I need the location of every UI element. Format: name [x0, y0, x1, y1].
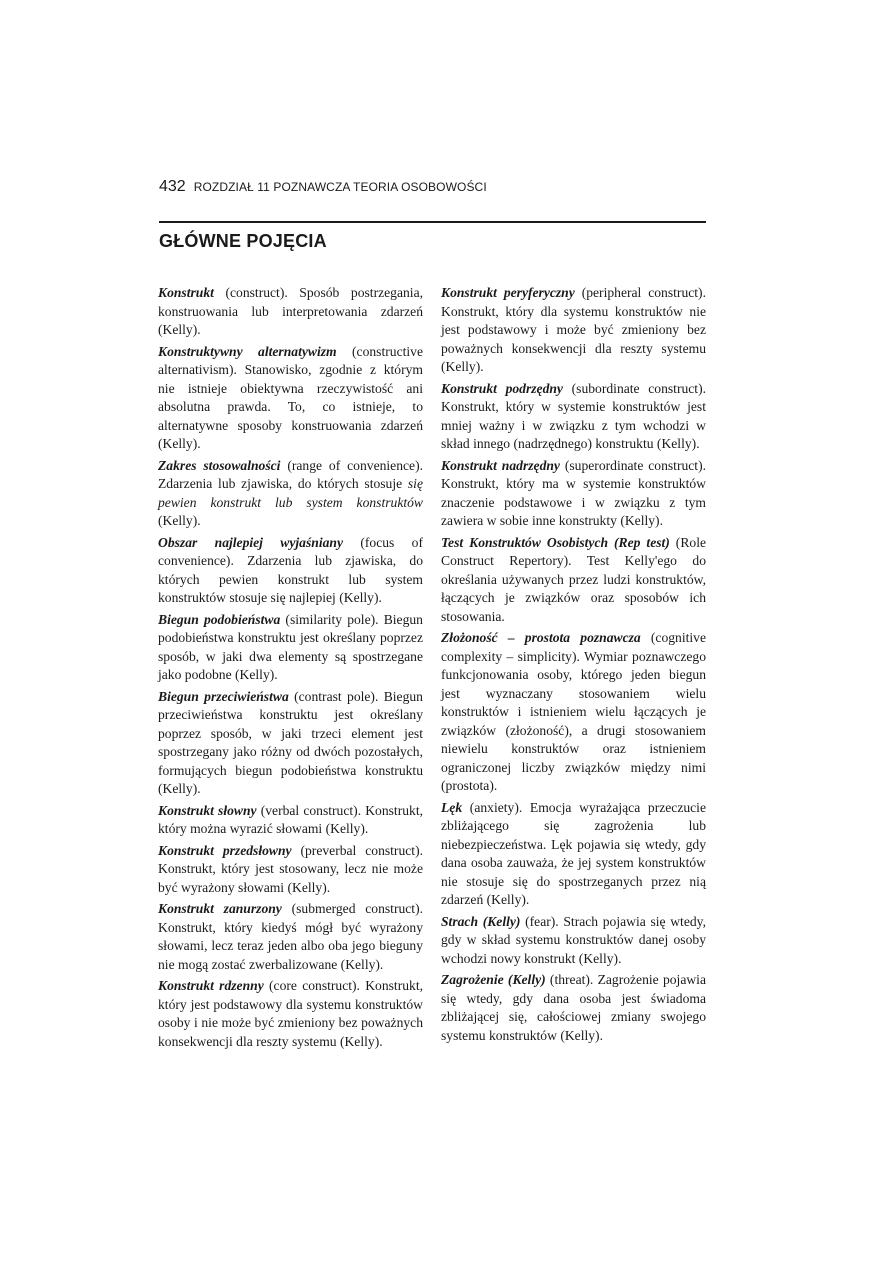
glossary-entry — [158, 284, 423, 340]
glossary-definition: (threat). Zagrożenie pojawia się wtedy, gdy dana osoba jest świadoma zbliżającej się, całościowej zmiany swojego systemu konstruktów (Kelly). — [441, 972, 706, 1043]
glossary-term: Zakres stosowalności — [158, 457, 281, 473]
glossary-term: Konstrukt przedsłowny — [158, 842, 292, 858]
section-title: GŁÓWNE POJĘCIA — [159, 231, 327, 251]
glossary-entry — [441, 284, 706, 377]
glossary-term: Konstrukt zanurzony — [158, 901, 282, 916]
glossary-definition: (core construct). Konstrukt, który jest podstawowy dla systemu konstruktów osoby i nie może być zmieniony bez poważnych konsekwencji dla reszty systemu (Kelly). — [158, 978, 423, 1049]
glossary-term: Biegun podobieństwa — [158, 611, 281, 627]
glossary-term: Konstrukt — [158, 285, 214, 300]
glossary-entry — [158, 802, 423, 839]
glossary-entry — [441, 971, 706, 1045]
glossary-entry — [441, 380, 706, 454]
glossary-entry — [158, 688, 423, 799]
glossary-definition-end: (Kelly). — [158, 513, 201, 528]
glossary-entry — [158, 457, 423, 531]
glossary-definition: (Role Construct Repertory). Test Kelly'ego do określania używanych przez ludzi konstruktów, łączących je związków oraz sposobów ich stosowania. — [441, 534, 706, 624]
glossary-definition: (submerged construct). Konstrukt, który kiedyś mógł być wyrażony słowami, lecz teraz jeden albo oba jego bieguny nie mogą zostać zwerbalizowane (Kelly). — [158, 901, 423, 972]
glossary-definition: (focus of convenience). Zdarzenia lub zjawiska, do których pewien konstrukt lub system konstruktów stosuje się najlepiej (Kelly). — [158, 534, 423, 605]
glossary-definition: (range of convenience). Zdarzenia lub zjawiska, do których stosuje — [158, 457, 423, 491]
glossary-term: Konstrukt peryferyczny — [441, 285, 575, 300]
glossary-term: Lęk — [441, 799, 463, 815]
glossary-term: Strach (Kelly) — [441, 913, 521, 929]
glossary-term: Konstrukt nadrzędny — [441, 457, 560, 473]
glossary-entry — [441, 457, 706, 531]
glossary-definition: (cognitive complexity – simplicity). Wymiar poznawczego funkcjonowania osoby, którego jeden biegun jest wyznaczany stosowaniem wielu konstruktów i istnieniem wielu łączących je związków (złożoność), a drugi stosowaniem niewielu konstruktów oraz istnieniem ograniczonej liczby związków między nimi (prostota). — [441, 630, 707, 793]
glossary-term: Test Konstruktów Osobistych (Rep test) — [441, 534, 670, 550]
glossary-entry — [158, 842, 423, 898]
glossary-term: Konstrukt słowny — [158, 802, 257, 818]
glossary-entry — [158, 977, 423, 1051]
glossary-definition: (similarity pole). Biegun podobieństwa konstruktu jest określany poprzez sposób, w jaki dwa elementy są spostrzegane jako podobne (Kelly). — [158, 611, 423, 682]
glossary-term: Konstruktywny alternatywizm — [158, 343, 337, 359]
glossary-term: Złożoność – prostota poznawcza — [441, 630, 641, 645]
glossary-term: Biegun przeciwieństwa — [158, 688, 289, 704]
glossary-term: Konstrukt podrzędny — [441, 380, 563, 396]
glossary-definition: (superordinate construct). Konstrukt, który ma w systemie konstruktów znaczenie podstawowe i w związku z tym zawiera w sobie inne konstrukty (Kelly). — [441, 457, 706, 528]
glossary-term: Zagrożenie (Kelly) — [441, 972, 546, 987]
glossary-term: Konstrukt rdzenny — [158, 978, 264, 993]
glossary-entry — [158, 611, 423, 685]
glossary-entry — [158, 534, 423, 608]
glossary-term: Obszar najlepiej wyjaśniany — [158, 534, 343, 550]
glossary-definition: (fear). Strach pojawia się wtedy, gdy w skład systemu konstruktów danej osoby wchodzi nowy konstrukt (Kelly). — [441, 913, 706, 966]
glossary-definition: (constructive alternativism). Stanowisko, zgodnie z którym nie istnieje obiektywna rzeczywistość ani absolutna prawda. To, co istnieje, to alternatywne sposoby konstruowania zdarzeń (Kelly). — [158, 343, 423, 451]
header-divider — [159, 221, 706, 223]
glossary-entry — [158, 343, 423, 454]
glossary-definition: (peripheral construct). Konstrukt, który dla systemu konstruktów nie jest podstawowy i może być zmieniony bez poważnych konsekwencji dla reszty systemu (Kelly). — [441, 285, 706, 374]
glossary-entry — [441, 799, 706, 910]
glossary-entry — [158, 900, 423, 974]
glossary-definition-emphasis: się pewien konstrukt lub system konstruktów — [158, 476, 423, 510]
glossary-definition: (subordinate construct). Konstrukt, który w systemie konstruktów jest mniej ważny i w związku z tym wchodzi w skład innego (nadrzędnego) konstruktu (Kelly). — [441, 380, 707, 451]
glossary-definition: (preverbal construct). Konstrukt, który jest stosowany, lecz nie może być wyrażony słowami (Kelly). — [158, 842, 423, 895]
glossary-right-column — [441, 284, 706, 1048]
glossary-left-column — [158, 284, 423, 1054]
glossary-entry — [441, 629, 706, 796]
running-head: ROZDZIAŁ 11 POZNAWCZA TEORIA OSOBOWOŚCI — [193, 180, 487, 194]
glossary-entry — [441, 534, 706, 627]
glossary-entry — [441, 913, 706, 969]
glossary-definition: (construct). Sposób postrzegania, konstruowania lub interpretowania zdarzeń (Kelly). — [158, 285, 423, 337]
glossary-definition: (verbal construct). Konstrukt, który można wyrazić słowami (Kelly). — [158, 802, 423, 836]
glossary-definition: (contrast pole). Biegun przeciwieństwa konstruktu jest określany poprzez sposób, w jaki trzeci element jest spostrzegany jako różny od dwóch pozostałych, formujących biegun podobieństwa konstruktu (Kelly). — [158, 688, 423, 796]
page-header — [159, 178, 719, 196]
page-number: 432 — [159, 178, 186, 195]
glossary-definition: (anxiety). Emocja wyrażająca przeczucie zbliżającego się zagrożenia lub niebezpieczeństwa. Lęk pojawia się wtedy, gdy dana osoba zauważa, że jej system konstruktów nie stosuje się do spostrzeganych przez nią zdarzeń (Kelly). — [441, 799, 706, 907]
